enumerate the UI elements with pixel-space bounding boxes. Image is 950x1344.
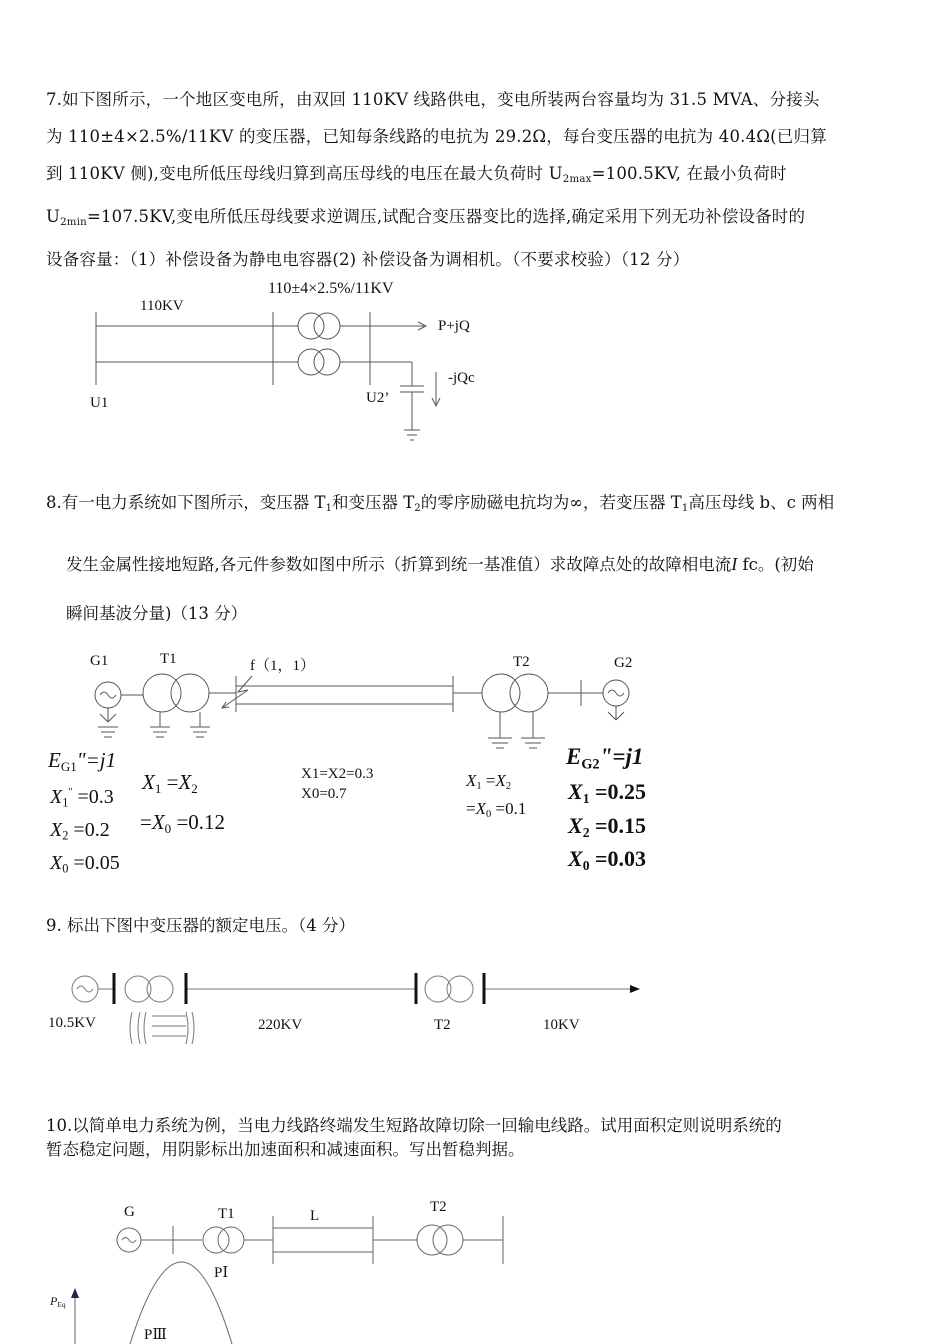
q10-t1-label: T1 xyxy=(218,1206,235,1222)
q10-line-2: 暂态稳定问题，用阴影标出加速面积和减速面积。写出暂稳判据。 xyxy=(46,1140,525,1159)
q10-l-label: L xyxy=(310,1208,320,1224)
q8-fault-label: f（1，1） xyxy=(250,658,315,674)
q8-g2-x0: $X_0 =0.03$ xyxy=(568,846,647,874)
q10-g-label: G xyxy=(124,1204,135,1220)
q7-u2max-sub: 2max xyxy=(562,174,592,186)
q7-line-5: 设备容量：（1）补偿设备为静电电容器(2) 补偿设备为调相机。（不要求校验）（12 分） xyxy=(46,250,690,270)
q7-line-3: 到 110KV 侧),变电所低压母线归算到高压母线的电压在最大负荷时 $U_{2max}=100.5KV$, 在最小负荷时 xyxy=(46,164,787,186)
q7-line-1: 7.如下图所示，一个地区变电所，由双回 110KV 线路供电，变电所装两台容量均为 31.5 MVA、分接头 xyxy=(46,90,820,109)
q8-line-x12: X1=X2=0.3 xyxy=(301,766,374,782)
q8-t1-x1x2: $X_1 =X_2$ xyxy=(142,770,198,796)
q10-line-1: 10.以简单电力系统为例，当电力线路终端发生短路故障切除一回输电线路。试用面积定则说明系统的 xyxy=(46,1116,782,1135)
q8-g2-x2: $X_2 =0.15$ xyxy=(568,813,647,841)
q9-text: 9. 标出下图中变压器的额定电压。（4 分） xyxy=(46,916,355,935)
q7-u1-label: U1 xyxy=(90,395,109,411)
q7-line-2: 为 110±4×2.5%/11KV 的变压器，已知每条线路的电抗为 29.2Ω，每台变压器的电抗为 40.4Ω(已归算 xyxy=(46,127,827,146)
q8-g2-label: G2 xyxy=(614,655,633,671)
q7-u2min-sub: 2min xyxy=(60,217,87,229)
q9-v3-label: 10KV xyxy=(543,1017,580,1033)
q8-t2-label: T2 xyxy=(513,654,530,670)
q10-t2-label: T2 xyxy=(430,1199,447,1215)
q8-g2-x1: $X_1 =0.25$ xyxy=(568,779,647,807)
q8-t1-x0: $=X_0 =0.12$ xyxy=(140,810,226,836)
q9-v2-label: 220KV xyxy=(258,1017,303,1033)
q8-eg2: $E_{G2}"=j1$ xyxy=(566,744,644,773)
q8-g1-x0: $X_0 =0.05$ xyxy=(50,852,120,876)
q8-eg1: $E_{G1}"=j1$ xyxy=(48,748,117,774)
q7-load-label: P+jQ xyxy=(438,318,470,334)
q9-t2-label: T2 xyxy=(434,1017,451,1033)
q7-line-4: $U_{2min}=107.5KV$,变电所低压母线要求逆调压,试配合变压器变比的选择,确定采用下列无功补偿设备时的 xyxy=(46,207,806,229)
q8-g1-label: G1 xyxy=(90,653,109,669)
q8-t2-x0: $=X_0 =0.1$ xyxy=(466,799,527,821)
q8-t1-label: T1 xyxy=(160,651,177,667)
q8-line-3: 瞬间基波分量)（13 分） xyxy=(66,604,248,623)
q8-line-1: 8.有一电力系统如下图所示，变压器 $T_1$和变压器 $T_2$的零序励磁电抗均为∞，若变压器 $T_1$高压母线 b、c 两相 xyxy=(46,493,835,515)
q8-t2-x1x2: $X_1 =X_2$ xyxy=(466,771,512,793)
q10-peq-label: $P_{Eq}$ xyxy=(50,1294,66,1310)
q10-p3-label: PⅢ xyxy=(144,1327,167,1343)
q7-u2-label: U2’ xyxy=(366,390,390,406)
q8-line-2: 发生金属性接地短路,各元件参数如图中所示（折算到统一基准值）求故障点处的故障相电流I fc。(初始 xyxy=(66,554,814,574)
q10-p1-label: PⅠ xyxy=(214,1265,229,1281)
q8-g1-x2: $X_2 =0.2$ xyxy=(50,819,110,843)
q7-tap-label: 110±4×2.5%/11KV xyxy=(268,280,394,297)
q7-110kv-label: 110KV xyxy=(140,298,184,314)
q9-v1-label: 10.5KV xyxy=(48,1015,96,1031)
q8-g1-x1: $X_1^" =0.3$ xyxy=(50,786,114,810)
q8-current-symbol: I xyxy=(731,554,738,574)
q8-line-x0: X0=0.7 xyxy=(301,786,347,802)
q7-comp-label: -jQc xyxy=(448,370,475,386)
